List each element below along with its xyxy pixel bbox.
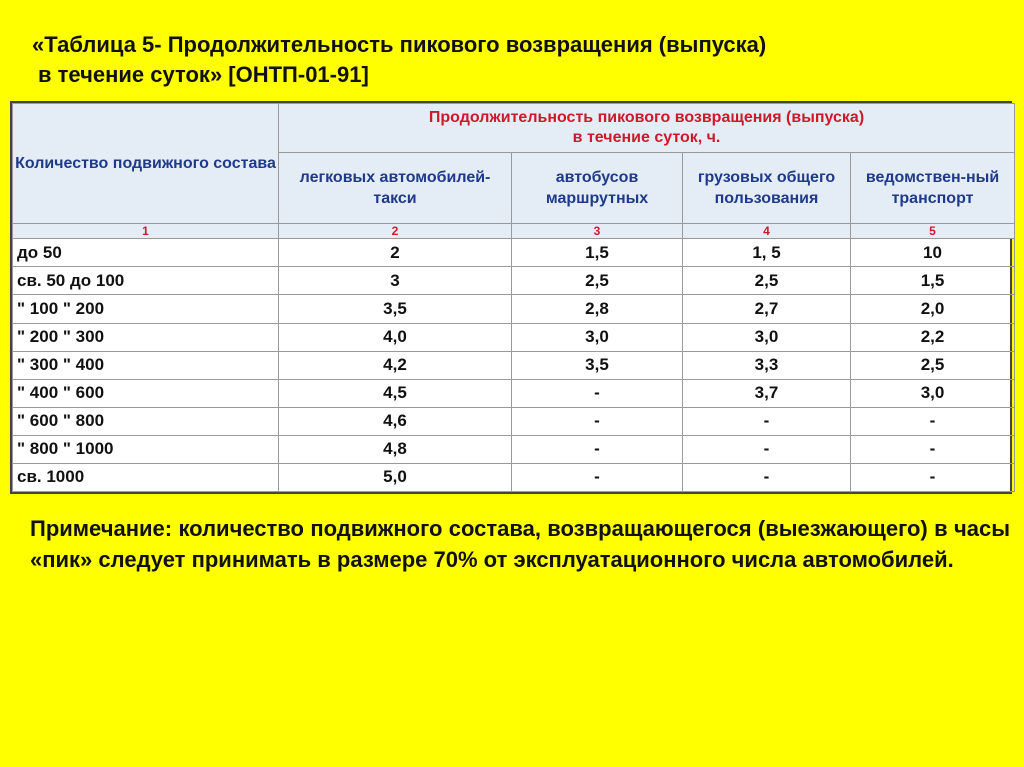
header-quantity: Количество подвижного состава	[13, 104, 279, 224]
cell-value: 3	[279, 267, 512, 295]
cell-value: 2	[279, 239, 512, 267]
cell-value: -	[512, 435, 683, 463]
cell-value: 3,0	[851, 379, 1015, 407]
table-row	[13, 239, 1015, 267]
title-line-2: в течение суток» [ОНТП-01-91]	[38, 62, 369, 87]
cell-value: 1,5	[512, 239, 683, 267]
cell-value: 4,5	[279, 379, 512, 407]
footnote: Примечание: количество подвижного состава, возвращающегося (выезжающего) в часы «пик» следует принимать в размере 70% от эксплуатационного числа автомобилей.	[30, 516, 1010, 572]
cell-value: 3,5	[512, 351, 683, 379]
cell-value: 3,0	[683, 323, 851, 351]
data-table-container	[10, 101, 1012, 494]
cell-value: 10	[851, 239, 1015, 267]
cell-value: -	[851, 407, 1015, 435]
cell-value: -	[512, 463, 683, 491]
cell-value: 3,7	[683, 379, 851, 407]
cell-value: 5,0	[279, 463, 512, 491]
cell-value: -	[683, 407, 851, 435]
cell-value: 2,5	[851, 351, 1015, 379]
cell-value: 2,0	[851, 295, 1015, 323]
cell-value: 4,2	[279, 351, 512, 379]
row-label: св. 1000	[13, 463, 279, 491]
data-table	[12, 103, 1015, 492]
cell-value: 1,5	[851, 267, 1015, 295]
cell-value: -	[512, 379, 683, 407]
row-label: " 400 " 600	[13, 379, 279, 407]
cell-value: 2,5	[512, 267, 683, 295]
table-row	[13, 463, 1015, 491]
column-number: 1	[13, 224, 279, 239]
header-departmental: ведомствен-ный транспорт	[851, 153, 1015, 224]
cell-value: 4,0	[279, 323, 512, 351]
row-label: " 100 " 200	[13, 295, 279, 323]
header-taxi: легковых автомобилей-такси	[279, 153, 512, 224]
cell-value: -	[851, 435, 1015, 463]
header-group-line-2: в течение суток, ч.	[572, 129, 721, 147]
cell-value: -	[851, 463, 1015, 491]
cell-value: 3,0	[512, 323, 683, 351]
cell-value: -	[512, 407, 683, 435]
header-group-line-1: Продолжительность пикового возвращения (выпуска)	[428, 109, 865, 127]
table-row	[13, 379, 1015, 407]
row-label: " 600 " 800	[13, 407, 279, 435]
column-number: 5	[851, 224, 1015, 239]
cell-value: 3,5	[279, 295, 512, 323]
cell-value: 2,8	[512, 295, 683, 323]
table-row	[13, 435, 1015, 463]
cell-value: 4,6	[279, 407, 512, 435]
title-line-1: «Таблица 5- Продолжительность пикового возвращения (выпуска)	[32, 32, 767, 57]
cell-value: 3,3	[683, 351, 851, 379]
cell-value: -	[683, 435, 851, 463]
row-label: " 800 " 1000	[13, 435, 279, 463]
cell-value: -	[683, 463, 851, 491]
table-row	[13, 295, 1015, 323]
column-number: 4	[683, 224, 851, 239]
column-number: 2	[279, 224, 512, 239]
table-row	[13, 407, 1015, 435]
column-number: 3	[512, 224, 683, 239]
table-row	[13, 351, 1015, 379]
row-label: " 300 " 400	[13, 351, 279, 379]
table-row	[13, 323, 1015, 351]
cell-value: 4,8	[279, 435, 512, 463]
header-trucks: грузовых общего пользования	[683, 153, 851, 224]
header-buses: автобусов маршрутных	[512, 153, 683, 224]
table-row	[13, 267, 1015, 295]
page-title	[32, 30, 1012, 90]
cell-value: 2,5	[683, 267, 851, 295]
row-label: до 50	[13, 239, 279, 267]
row-label: св. 50 до 100	[13, 267, 279, 295]
cell-value: 1, 5	[683, 239, 851, 267]
cell-value: 2,2	[851, 323, 1015, 351]
row-label: " 200 " 300	[13, 323, 279, 351]
cell-value: 2,7	[683, 295, 851, 323]
header-group	[279, 104, 1015, 153]
